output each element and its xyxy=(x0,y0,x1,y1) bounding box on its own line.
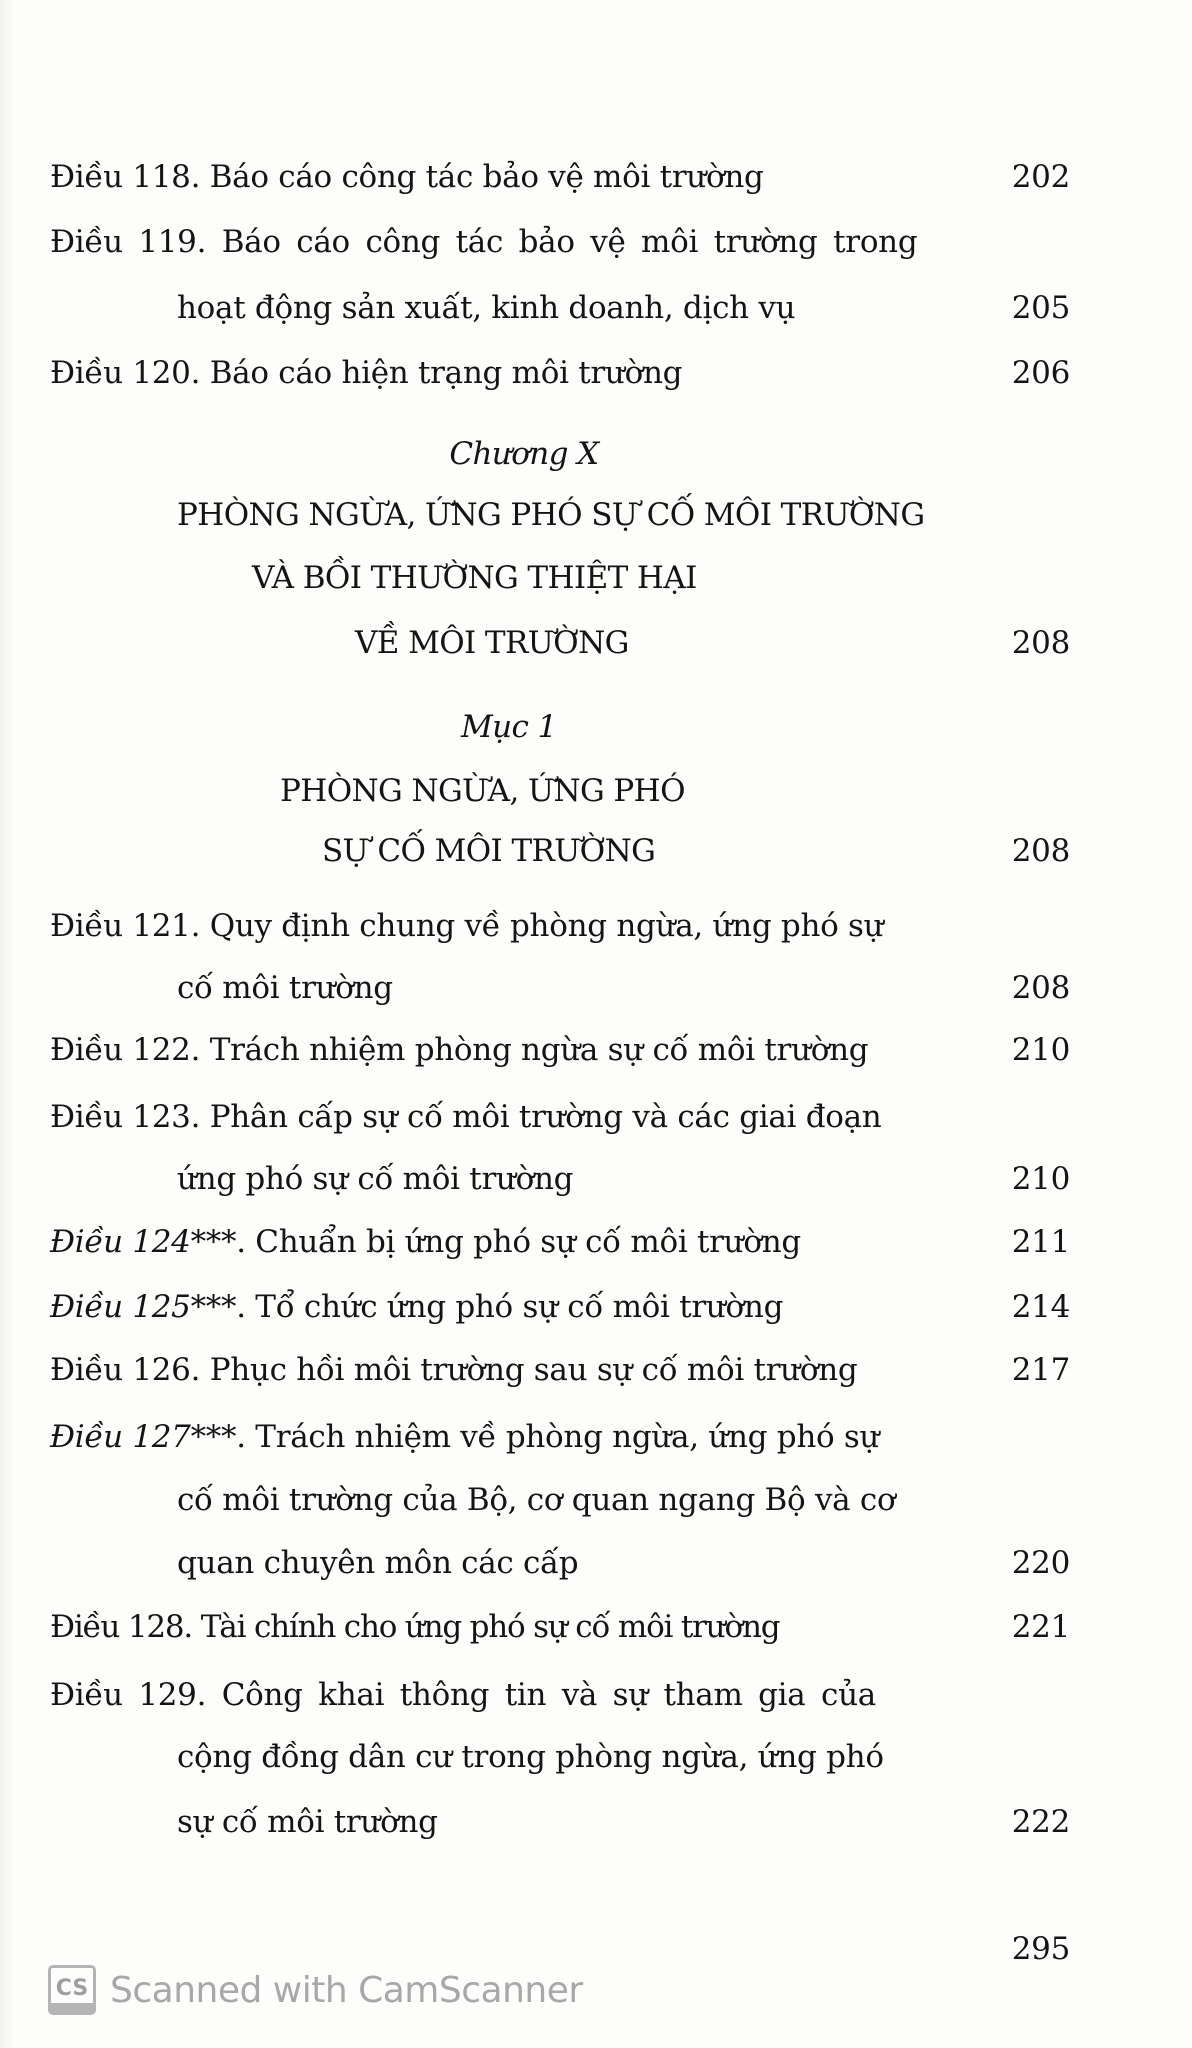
toc-entry-continuation-text: cố môi trường xyxy=(177,970,393,1006)
toc-entry-continuation xyxy=(0,1735,1192,1779)
section-title-line-2: SỰ CỐ MÔI TRƯỜNG xyxy=(322,833,656,869)
toc-entry-label: Điều 118. Báo cáo công tác bảo vệ môi trường xyxy=(50,159,764,195)
article-number: Điều 122. xyxy=(50,1032,201,1068)
chapter-label: Chương X xyxy=(449,436,599,472)
article-number: Điều 124*** xyxy=(50,1224,237,1260)
toc-entry-continuation xyxy=(0,286,1192,330)
article-title: Tài chính cho ứng phó sự cố môi trường xyxy=(192,1609,780,1645)
toc-entry xyxy=(0,1673,1192,1717)
toc-entry-label xyxy=(50,1348,857,1392)
chapter-title-line-3: VỀ MÔI TRƯỜNG xyxy=(355,625,629,661)
toc-entry-continuation xyxy=(0,1800,1192,1844)
camscanner-watermark xyxy=(48,1964,583,2016)
toc-entry-label xyxy=(50,904,883,948)
toc-entry xyxy=(0,220,1192,264)
section-label: Mục 1 xyxy=(461,709,557,745)
section-title-line xyxy=(0,769,1192,813)
toc-page-number: 208 xyxy=(1011,625,1070,661)
toc-entry xyxy=(0,1415,1192,1459)
page-number: 295 xyxy=(1011,1931,1070,1967)
article-number: Điều 129. xyxy=(50,1677,207,1713)
toc-page-number: 202 xyxy=(1011,159,1070,195)
section-label-line xyxy=(0,705,1192,749)
toc-page-number: 205 xyxy=(1011,290,1070,326)
article-title: . Tổ chức ứng phó sự cố môi trường xyxy=(236,1289,784,1325)
toc-page-number: 208 xyxy=(1011,970,1070,1006)
article-number: Điều 123. xyxy=(50,1099,201,1135)
toc-entry-label xyxy=(50,1095,881,1139)
toc-entry-label xyxy=(50,1220,801,1264)
toc-page-number: 220 xyxy=(1011,1545,1070,1581)
toc-entry xyxy=(0,1095,1192,1139)
toc-entry-label xyxy=(50,1415,879,1459)
toc-entry-continuation-text: cố môi trường của Bộ, cơ quan ngang Bộ và cơ xyxy=(177,1482,896,1518)
toc-entry-continuation-text: hoạt động sản xuất, kinh doanh, dịch vụ xyxy=(177,290,796,326)
toc-page-number: 211 xyxy=(1011,1224,1070,1260)
article-title: Phân cấp sự cố môi trường và các giai đoạn xyxy=(200,1099,882,1135)
toc-entry-label: Điều 119. Báo cáo công tác bảo vệ môi trường trong xyxy=(50,224,918,260)
toc-entry-continuation-text: ứng phó sự cố môi trường xyxy=(177,1161,574,1197)
article-number: Điều 128. xyxy=(50,1609,193,1645)
toc-page-number: 208 xyxy=(1011,833,1070,869)
toc-entry-continuation-text: quan chuyên môn các cấp xyxy=(177,1545,579,1581)
toc-entry xyxy=(0,1028,1192,1072)
article-number: Điều 126. xyxy=(50,1352,201,1388)
article-title: Trách nhiệm phòng ngừa sự cố môi trường xyxy=(200,1032,869,1068)
article-title: . Trách nhiệm về phòng ngừa, ứng phó sự xyxy=(236,1419,880,1455)
chapter-title-line xyxy=(0,621,1192,665)
toc-entry-continuation-text: cộng đồng dân cư trong phòng ngừa, ứng phó xyxy=(177,1739,884,1775)
toc-page-number: 217 xyxy=(1011,1352,1070,1388)
chapter-label-line xyxy=(0,432,1192,476)
article-title: Quy định chung về phòng ngừa, ứng phó sự xyxy=(200,908,884,944)
toc-entry xyxy=(0,1348,1192,1392)
section-title-line-1: PHÒNG NGỪA, ỨNG PHÓ xyxy=(280,773,685,809)
toc-page-number: 210 xyxy=(1011,1032,1070,1068)
toc-entry xyxy=(0,1285,1192,1329)
toc-entry-label: Điều 120. Báo cáo hiện trạng môi trường xyxy=(50,355,683,391)
toc-entry-label xyxy=(50,1028,868,1072)
toc-entry-label xyxy=(50,1285,783,1329)
chapter-title-line-2: VÀ BỒI THƯỜNG THIỆT HẠI xyxy=(252,560,697,596)
article-number: Điều 125*** xyxy=(50,1289,237,1325)
toc-entry-continuation-text: sự cố môi trường xyxy=(177,1804,438,1840)
toc-entry-continuation xyxy=(0,1157,1192,1201)
toc-entry xyxy=(0,351,1192,395)
article-title: Phục hồi môi trường sau sự cố môi trường xyxy=(200,1352,858,1388)
camscanner-logo-icon: CS xyxy=(48,1965,96,2015)
toc-entry-continuation xyxy=(0,1478,1192,1522)
toc-page-number: 206 xyxy=(1011,355,1070,391)
article-number: Điều 121. xyxy=(50,908,201,944)
toc-page-number: 222 xyxy=(1011,1804,1070,1840)
section-title-line xyxy=(0,829,1192,873)
toc-entry-continuation xyxy=(0,1541,1192,1585)
toc-page-number: 210 xyxy=(1011,1161,1070,1197)
article-title: Công khai thông tin và sự tham gia của xyxy=(206,1677,876,1713)
chapter-title-line xyxy=(0,493,1192,537)
toc-entry xyxy=(0,1605,1192,1649)
chapter-title-line-1: PHÒNG NGỪA, ỨNG PHÓ SỰ CỐ MÔI TRƯỜNG xyxy=(177,497,925,533)
toc-entry-label xyxy=(50,1605,779,1649)
toc-entry xyxy=(0,155,1192,199)
toc-entry xyxy=(0,1220,1192,1264)
toc-entry-label xyxy=(50,1673,876,1717)
toc-page-number: 221 xyxy=(1011,1609,1070,1645)
watermark-text: Scanned with CamScanner xyxy=(110,1969,583,2011)
toc-entry xyxy=(0,904,1192,948)
article-title: . Chuẩn bị ứng phó sự cố môi trường xyxy=(236,1224,801,1260)
toc-page-number: 214 xyxy=(1011,1289,1070,1325)
chapter-title-line xyxy=(0,556,1192,600)
toc-entry-continuation xyxy=(0,966,1192,1010)
article-number: Điều 127*** xyxy=(50,1419,237,1455)
